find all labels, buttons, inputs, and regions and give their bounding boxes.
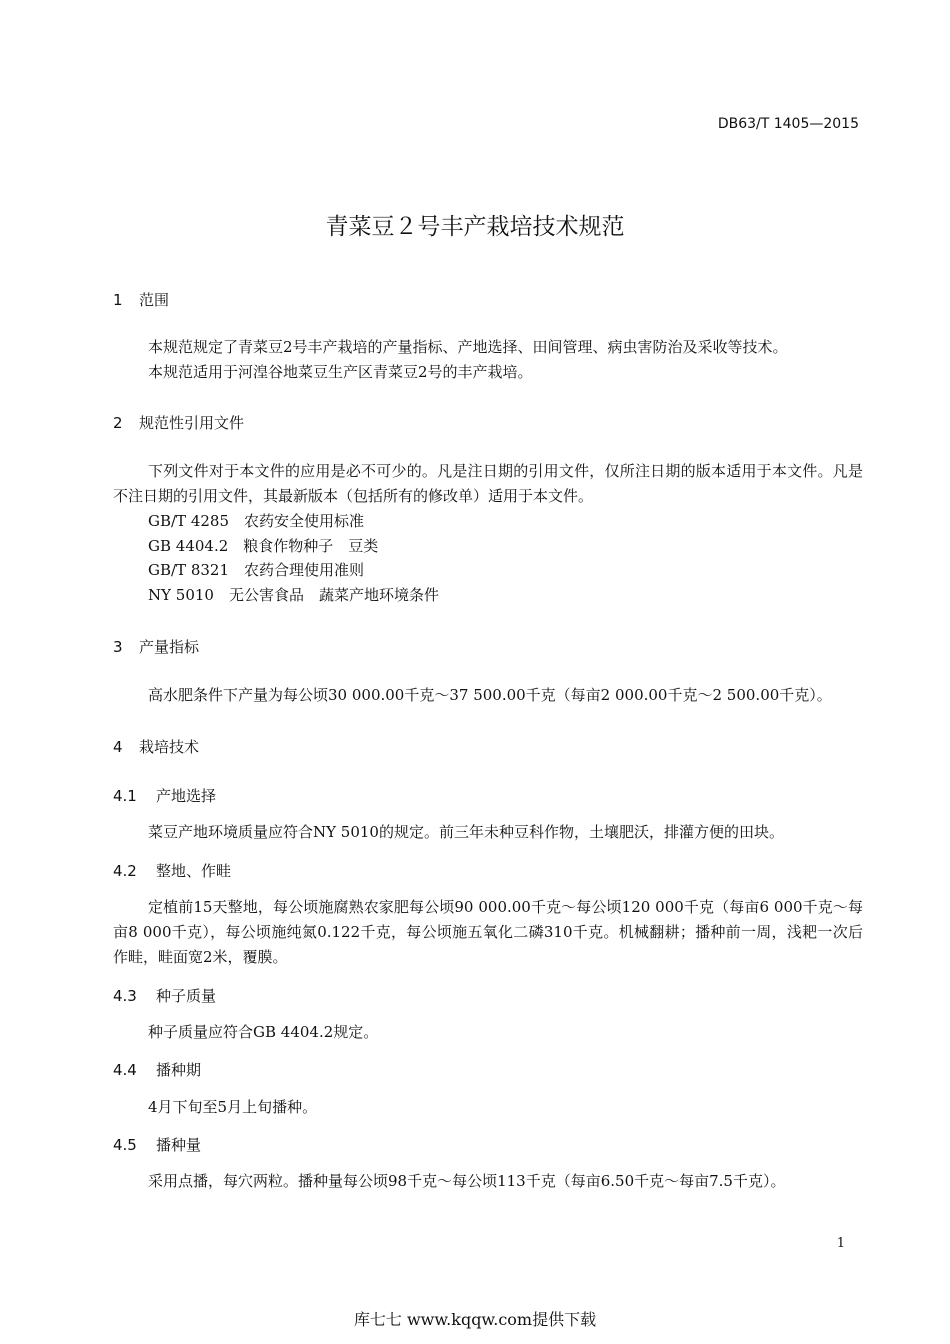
- subsection-number: 4.3: [113, 987, 137, 1005]
- reference-item: GB/T 4285 农药安全使用标准: [148, 512, 365, 530]
- subsection-4-4-heading: [113, 1059, 201, 1080]
- section-number: 4: [113, 738, 123, 756]
- subsection-number: 4.2: [113, 862, 137, 880]
- subsection-4-5-heading: [113, 1134, 201, 1155]
- subsection-4-1-heading: [113, 785, 216, 806]
- section-number: 3: [113, 638, 123, 656]
- subsection-title: 产地选择: [156, 787, 217, 805]
- paragraph: 菜豆产地环境质量应符合NY 5010的规定。前三年未种豆科作物，土壤肥沃，排灌方便的田块。: [148, 823, 784, 841]
- section-2-heading: [113, 412, 244, 433]
- section-1-heading: [113, 289, 169, 310]
- page-number: 1: [836, 1236, 845, 1251]
- document-title: 青菜豆２号丰产栽培技术规范: [325, 214, 625, 240]
- section-title: 产量指标: [139, 638, 200, 656]
- subsection-title: 种子质量: [156, 987, 217, 1005]
- paragraph: 采用点播，每穴两粒。播种量每公顷98千克～每公顷113千克（每亩6.50千克～每亩7.5千克）。: [148, 1172, 786, 1190]
- section-number: 2: [113, 414, 123, 432]
- subsection-number: 4.5: [113, 1136, 137, 1154]
- reference-item: NY 5010 无公害食品 蔬菜产地环境条件: [148, 586, 439, 604]
- paragraph: 4月下旬至5月上旬播种。: [148, 1098, 318, 1116]
- paragraph: 下列文件对于本文件的应用是必不可少的。凡是注日期的引用文件，仅所注日期的版本适用于本文件。凡是不注日期的引用文件，其最新版本（包括所有的修改单）适用于本文件。: [113, 462, 863, 505]
- reference-item: GB 4404.2 粮食作物种子 豆类: [148, 537, 379, 555]
- paragraph: 定植前15天整地，每公顷施腐熟农家肥每公顷90 000.00千克～每公顷120 000千克（每亩6 000千克～每亩8 000千克），每公顷施纯氮0.122千克，每公顷施五氧化二磷310千克。机械翻耕；播种前一周，浅耙一次后作畦，畦面宽2米，覆膜。: [113, 898, 863, 966]
- subsection-title: 整地、作畦: [156, 862, 232, 880]
- paragraph: 种子质量应符合GB 4404.2规定。: [148, 1023, 379, 1041]
- section-title: 栽培技术: [139, 738, 200, 756]
- standard-code: DB63/T 1405—2015: [717, 116, 859, 132]
- subsection-number: 4.1: [113, 787, 137, 805]
- subsection-title: 播种期: [156, 1061, 202, 1079]
- section-number: 1: [113, 291, 123, 309]
- subsection-4-3-heading: [113, 985, 216, 1006]
- footer-watermark: 库七七 www.kqqw.com提供下载: [353, 1310, 597, 1329]
- section-title: 范围: [139, 291, 170, 309]
- paragraph: 本规范适用于河湟谷地菜豆生产区青菜豆2号的丰产栽培。: [148, 363, 533, 381]
- section-3-heading: [113, 636, 199, 657]
- section-4-heading: [113, 736, 199, 757]
- section-title: 规范性引用文件: [139, 414, 245, 432]
- paragraph: 高水肥条件下产量为每公顷30 000.00千克～37 500.00千克（每亩2 000.00千克～2 500.00千克）。: [148, 686, 832, 704]
- subsection-title: 播种量: [156, 1136, 202, 1154]
- paragraph: 本规范规定了青菜豆2号丰产栽培的产量指标、产地选择、田间管理、病虫害防治及采收等技术。: [148, 338, 788, 356]
- subsection-4-2-heading: [113, 860, 231, 881]
- subsection-number: 4.4: [113, 1061, 137, 1079]
- reference-item: GB/T 8321 农药合理使用准则: [148, 561, 365, 579]
